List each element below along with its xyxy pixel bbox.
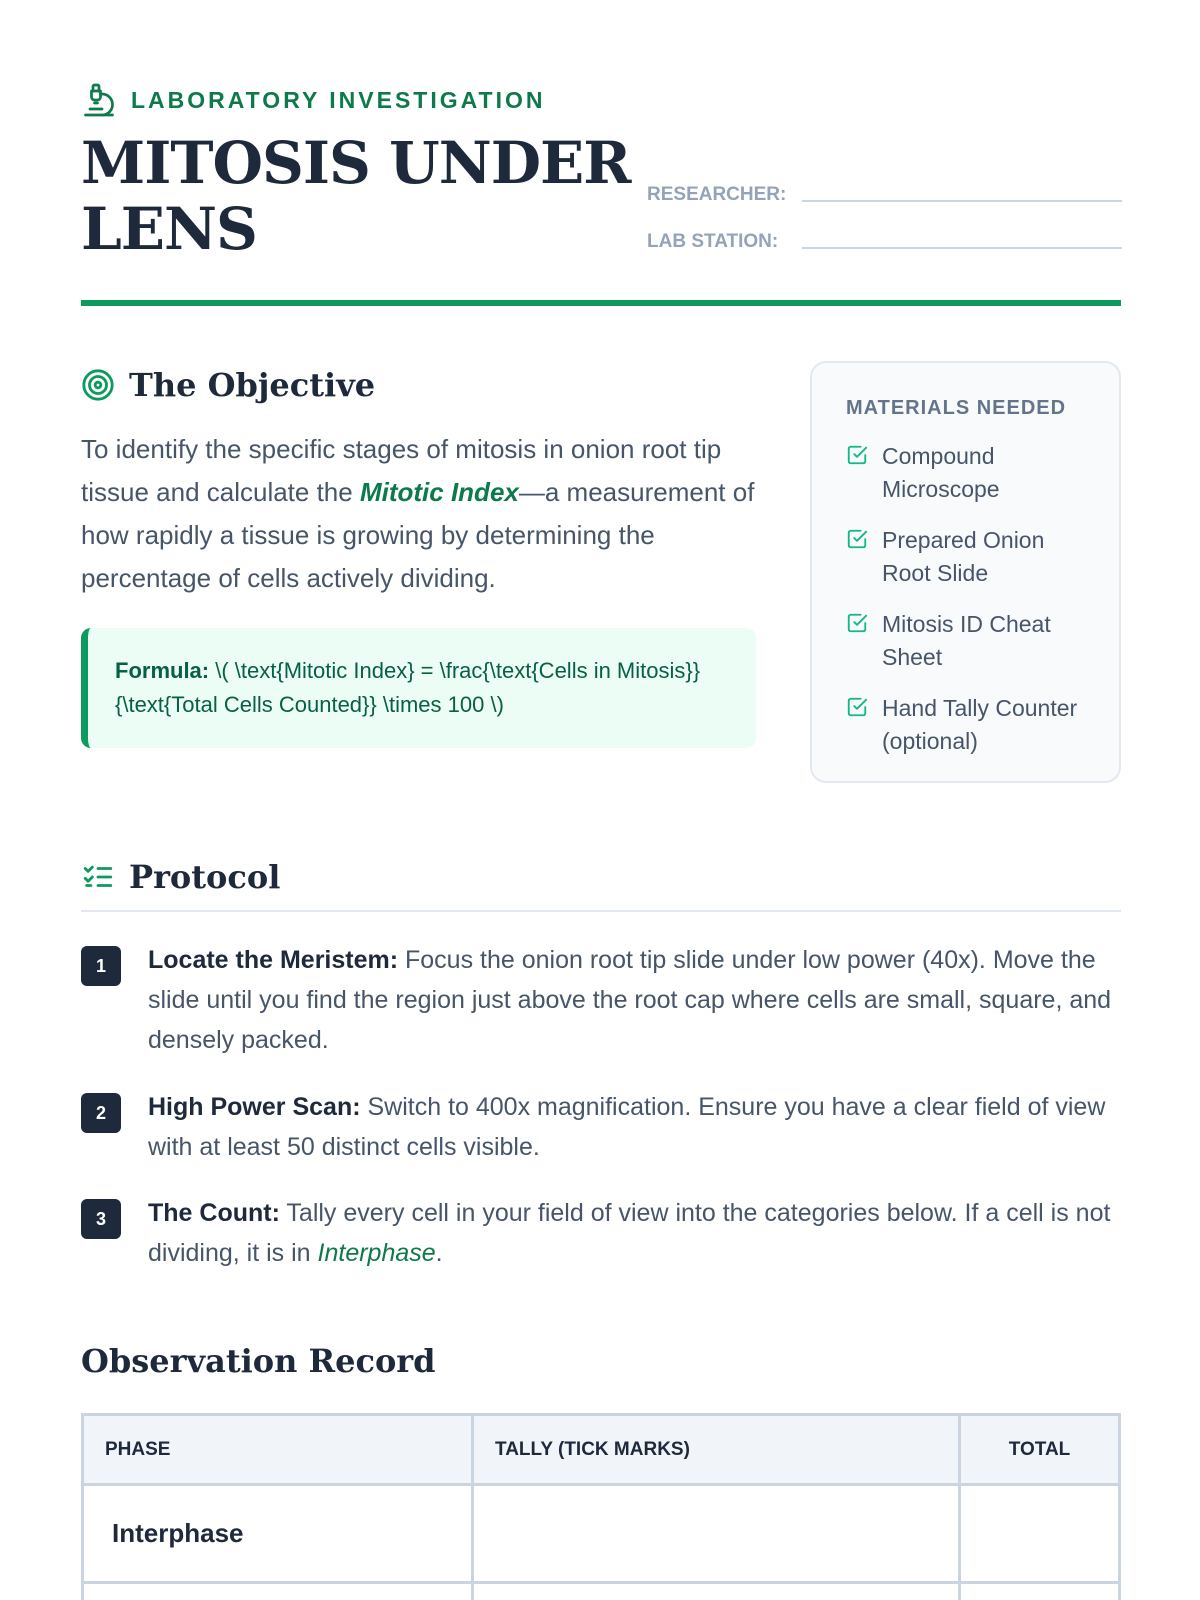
formula-box	[81, 628, 756, 748]
protocol-step	[81, 1087, 1121, 1167]
step-body: Focus the onion root tip slide under low power (40x). Move the slide until you find the region just above the root cap where cells are small, square, and densely packed.	[148, 946, 1112, 1054]
interphase-term: Interphase	[317, 1239, 436, 1267]
material-label: Mitosis ID Cheat Sheet	[882, 611, 1051, 670]
lab-station-label: LAB STATION:	[647, 231, 779, 252]
phase-cell	[84, 1584, 474, 1600]
step-text	[148, 1193, 1121, 1273]
step-lead: Locate the Meristem:	[148, 946, 399, 974]
objective-heading	[81, 366, 375, 404]
material-item	[846, 524, 1097, 590]
table-header-row	[84, 1416, 1118, 1486]
column-header-tally: TALLY (TICK MARKS)	[474, 1416, 961, 1483]
step-body: Tally every cell in your field of view into the categories below. If a cell is not dividing, it is in	[148, 1199, 1111, 1267]
step-text	[148, 940, 1121, 1060]
material-item	[846, 440, 1097, 506]
formula-text: \( \text{Mitotic Index} = \frac{\text{Cells in Mitosis}}{\text{Total Cells Counted}} \times 100 \)	[115, 658, 701, 717]
researcher-input-line[interactable]	[802, 200, 1122, 202]
objective-text	[81, 428, 761, 600]
objective-text-start: To identify the specific stages of mitosis in onion root tip tissue and calculate the	[81, 434, 722, 507]
microscope-icon	[81, 82, 117, 118]
eyebrow-label: LABORATORY INVESTIGATION	[131, 86, 546, 113]
step-tail: .	[435, 1239, 443, 1267]
protocol-step	[81, 940, 1121, 1060]
material-label: Prepared Onion Root Slide	[882, 527, 1045, 586]
step-number: 1	[81, 946, 121, 986]
observation-title: Observation Record	[81, 1342, 436, 1380]
objective-text-end: —a measurement of how rapidly a tissue is growing by determining the percentage of cells actively dividing.	[81, 477, 755, 593]
researcher-field[interactable]	[647, 184, 1122, 206]
target-icon	[81, 368, 115, 402]
table-row	[84, 1486, 1118, 1584]
total-cell[interactable]	[961, 1584, 1118, 1600]
column-header-total: TOTAL	[1008, 1438, 1071, 1460]
phase-cell: Interphase	[84, 1486, 474, 1581]
step-body: Switch to 400x magnification. Ensure you have a clear field of view with at least 50 distinct cells visible.	[148, 1093, 1106, 1161]
protocol-title: Protocol	[129, 858, 281, 896]
objective-title: The Objective	[129, 366, 376, 404]
total-cell[interactable]	[961, 1486, 1118, 1581]
step-number: 2	[81, 1093, 121, 1133]
checkbox-icon	[846, 612, 868, 634]
materials-title: MATERIALS NEEDED	[846, 397, 1067, 419]
step-text	[148, 1087, 1121, 1167]
researcher-label: RESEARCHER:	[647, 184, 787, 205]
page-title: MITOSIS UNDER LENS	[81, 129, 631, 263]
tally-cell[interactable]	[474, 1584, 961, 1600]
checkbox-icon	[846, 696, 868, 718]
header-divider	[81, 300, 1121, 306]
formula-label: Formula:	[115, 658, 210, 683]
step-lead: High Power Scan:	[148, 1093, 361, 1121]
step-number: 3	[81, 1199, 121, 1239]
eyebrow	[81, 82, 545, 118]
material-item	[846, 608, 1097, 674]
column-header-phase: PHASE	[84, 1416, 474, 1483]
checkbox-icon	[846, 528, 868, 550]
mitotic-index-term: Mitotic Index	[359, 477, 519, 507]
protocol-divider	[81, 910, 1121, 912]
checkbox-icon	[846, 444, 868, 466]
material-item	[846, 692, 1097, 758]
observation-table	[81, 1413, 1121, 1600]
step-lead: The Count:	[148, 1199, 280, 1227]
table-row	[84, 1584, 1118, 1600]
material-label: Compound Microscope	[882, 443, 1000, 502]
lab-station-field[interactable]	[647, 231, 1122, 253]
tally-cell[interactable]	[474, 1486, 961, 1581]
list-checks-icon	[81, 860, 115, 894]
protocol-heading	[81, 858, 280, 896]
materials-card	[810, 361, 1121, 783]
protocol-step	[81, 1193, 1121, 1273]
material-label: Hand Tally Counter (optional)	[882, 695, 1078, 754]
lab-station-input-line[interactable]	[802, 247, 1122, 249]
